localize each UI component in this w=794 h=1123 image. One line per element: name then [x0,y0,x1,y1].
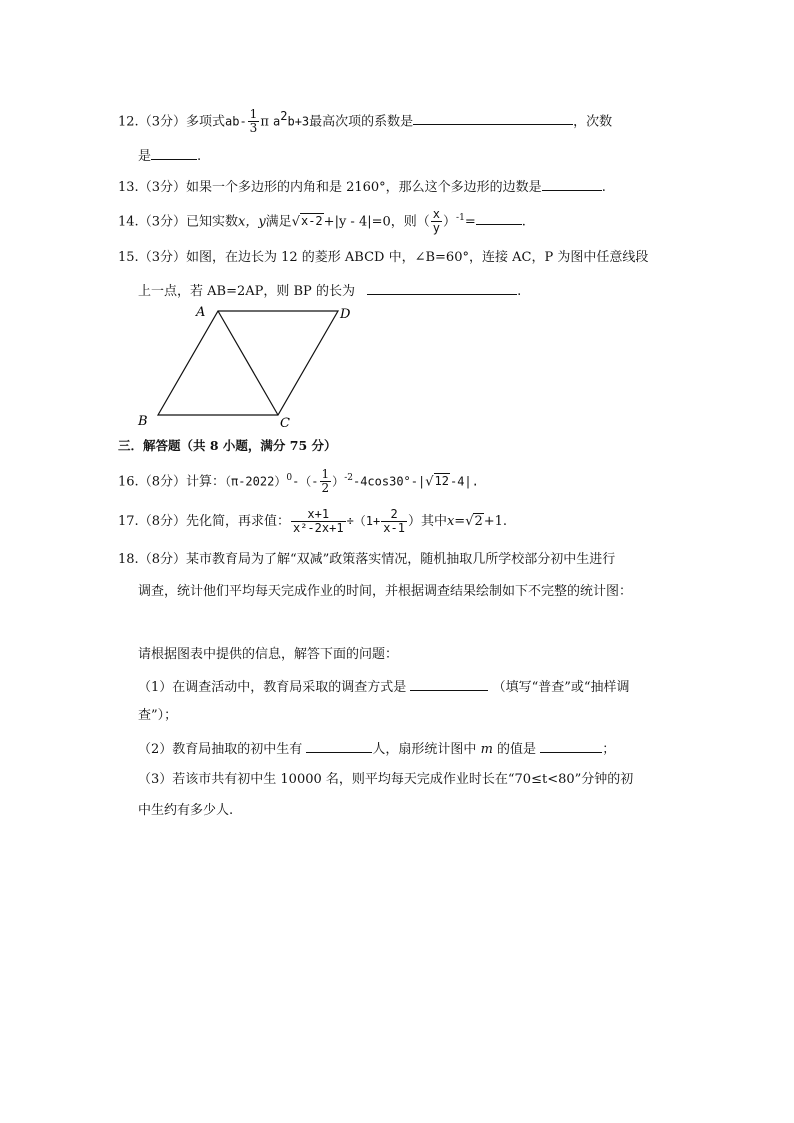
q15-answer-blank[interactable] [367,280,517,295]
q12-line1: 12.（3分）多项式ab- $\frac{1}{3}$ π $a^2b+3$最高次项的系数是 ，次数 [118,107,613,136]
rhombus-abcd-figure [130,300,360,435]
q18-part2-line: （2）教育局抽取的初中生有 人，扇形统计图中 m 的值是 ； [138,738,615,760]
q12-answer-blank-1[interactable] [413,110,573,125]
q18-line2: 调查，统计他们平均每天完成作业的时间，并根据调查结果绘制如下不完整的统计图： [138,584,633,599]
section-3-heading: 三．解答题（共 8 小题，满分 75 分） [118,438,337,453]
q18-part2-blank-1[interactable] [306,738,372,753]
q16-line: 16.（8分）计算：$(\pi-2022)^0-(-$ $\frac{1}{2}$ ）$^{-2}$-4cos30°-|√12-4|. [118,467,479,496]
q12-number: 12. [118,114,139,130]
q12-fraction: $\frac{1}{3}$ [249,107,258,136]
q18-line1: 18.（8分）某市教育局为了解“双减”政策落实情况，随机抽取几所学校部分初中生进行 [118,552,616,567]
label-a: A [196,305,206,320]
q18-part3-line1: （3）若该市共有初中生 10000 名，则平均每天完成作业时长在“70≤t<80”分钟的初 [138,772,634,787]
q17-fraction-1: $\frac{x+1}{\text{x²-2x+1}}$ [292,507,344,535]
q14-answer-blank[interactable] [476,210,522,225]
q17-line: 17.（8分）先化简，再求值： $\frac{x+1}{\text{x²-2x+1}}$ ÷（1+ $\frac{2}{x-1}$ ）其中x=√2+1. [118,507,508,535]
q18-part1-blank[interactable] [410,676,488,691]
label-b: B [138,414,148,429]
q15-line1: 15.（3分）如图，在边长为 12 的菱形 ABCD 中，∠B=60°，连接 AC，P 为图中任意线段 [118,250,649,265]
q14-fraction: $\frac{x}{y}$ [432,207,441,236]
diagonal-ac [218,311,278,415]
q18-part3-line2: 中生约有多少人. [138,803,234,818]
q18-prompt: 请根据图表中提供的信息，解答下面的问题： [138,647,399,662]
q12-line2: 是 . [138,145,201,167]
q16-fraction: $\frac{1}{2}$ [321,467,330,496]
q18-part2-blank-2[interactable] [540,738,602,753]
q12-answer-blank-2[interactable] [151,145,197,160]
label-d: D [340,307,351,322]
q18-part1-line2: 查”）； [138,708,178,723]
q18-part1-line1: （1）在调查活动中，教育局采取的调查方式是 （填写“普查”或“抽样调 [138,676,630,698]
q15-line2: 上一点，若 AB=2AP，则 BP 的长为 . [138,280,521,302]
q14-line: 14.（3分）已知实数x，y满足√x-2+|y - 4|=0，则（ $\frac{x}{y}$ ）$^{-1}$= . [118,207,526,236]
label-c: C [280,416,290,431]
q17-fraction-2: $\frac{2}{x-1}$ [383,507,405,535]
q13-answer-blank[interactable] [542,176,602,191]
q13-line: 13.（3分）如果一个多边形的内角和是 2160°，那么这个多边形的边数是 . [118,176,606,198]
